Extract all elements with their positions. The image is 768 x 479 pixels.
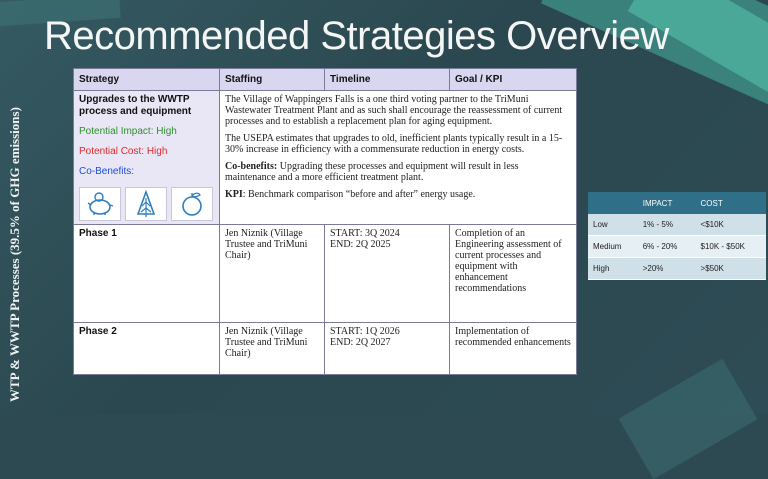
legend-cost: $10K - $50K: [696, 236, 766, 258]
strategy-description: [220, 91, 577, 225]
co-benefit-icons: [79, 187, 214, 221]
phase-name: Phase 1: [79, 228, 117, 239]
legend-cost: <$10K: [696, 214, 766, 236]
legend-row: [588, 236, 766, 258]
legend-header-impact: IMPACT: [638, 192, 696, 214]
goal-cell: Implementation of recommended enhancements: [450, 323, 577, 375]
header-staffing: Staffing: [220, 69, 325, 91]
piggy-bank-icon: [79, 187, 121, 221]
slide-title: Recommended Strategies Overview: [44, 14, 669, 58]
header-strategy: Strategy: [74, 69, 220, 91]
legend-header-cost: COST: [696, 192, 766, 214]
description-paragraph: The Village of Wappingers Falls is a one third voting partner to the TriMuni Wastewater Treatment Plant and as such shall encourage the reassessment of current processes and to establish a replacement plan for aging equipment.: [225, 94, 563, 127]
potential-impact: Potential Impact: High: [79, 126, 177, 137]
legend-impact: 1% - 5%: [638, 214, 696, 236]
timeline-cell: [325, 323, 450, 375]
kpi-paragraph: [225, 189, 571, 200]
header-timeline: Timeline: [325, 69, 450, 91]
header-goal-kpi: Goal / KPI: [450, 69, 577, 91]
legend-cost: >$50K: [696, 258, 766, 280]
legend-header-level: [588, 192, 638, 214]
legend-row: [588, 214, 766, 236]
apple-icon: [171, 187, 213, 221]
phase-cell: [74, 323, 220, 375]
side-label: WTP & WWTP Processes (39.5% of GHG emissions): [7, 107, 22, 402]
timeline-start: START: 1Q 2026: [330, 326, 400, 337]
tree-icon: [125, 187, 167, 221]
impact-cost-legend: [588, 192, 766, 280]
timeline-cell: [325, 225, 450, 323]
timeline-start: START: 3Q 2024: [330, 228, 400, 239]
timeline-end: END: 2Q 2025: [330, 239, 391, 250]
co-benefits-label: Co-Benefits:: [79, 166, 135, 177]
staffing-cell: Jen Niznik (Village Trustee and TriMuni Chair): [220, 323, 325, 375]
strategy-title: Upgrades to the WWTP process and equipment: [79, 94, 192, 117]
phase-cell: [74, 225, 220, 323]
legend-level: Medium: [588, 236, 638, 258]
table-row-phase-2: [74, 323, 577, 375]
legend-impact: >20%: [638, 258, 696, 280]
legend-level: Low: [588, 214, 638, 236]
legend-row: [588, 258, 766, 280]
co-benefits-heading: Co-benefits:: [225, 161, 278, 172]
timeline-end: END: 2Q 2027: [330, 337, 391, 348]
strategy-cell: [74, 91, 220, 225]
strategy-table: [73, 68, 577, 375]
potential-cost: Potential Cost: High: [79, 146, 168, 157]
co-benefits-text: Upgrading these processes and equipment will result in less maintenance and a more efficient treatment plant.: [225, 161, 519, 183]
table-row-phase-1: [74, 225, 577, 323]
legend-level: High: [588, 258, 638, 280]
co-benefits-paragraph: [225, 161, 571, 183]
table-row-strategy: [74, 91, 577, 225]
kpi-text: : Benchmark comparison “before and after” energy usage.: [242, 189, 476, 200]
staffing-cell: Jen Niznik (Village Trustee and TriMuni Chair): [220, 225, 325, 323]
table-header-row: [74, 69, 577, 91]
goal-cell: Completion of an Engineering assessment of current processes and equipment with enhancement recommendations: [450, 225, 577, 323]
description-paragraph: The USEPA estimates that upgrades to old, inefficient plants typically result in a 15-30% increase in efficiency with a commensurate reduction in energy costs.: [225, 133, 563, 155]
legend-impact: 6% - 20%: [638, 236, 696, 258]
legend-header-row: [588, 192, 766, 214]
kpi-heading: KPI: [225, 189, 243, 200]
phase-name: Phase 2: [79, 326, 117, 337]
